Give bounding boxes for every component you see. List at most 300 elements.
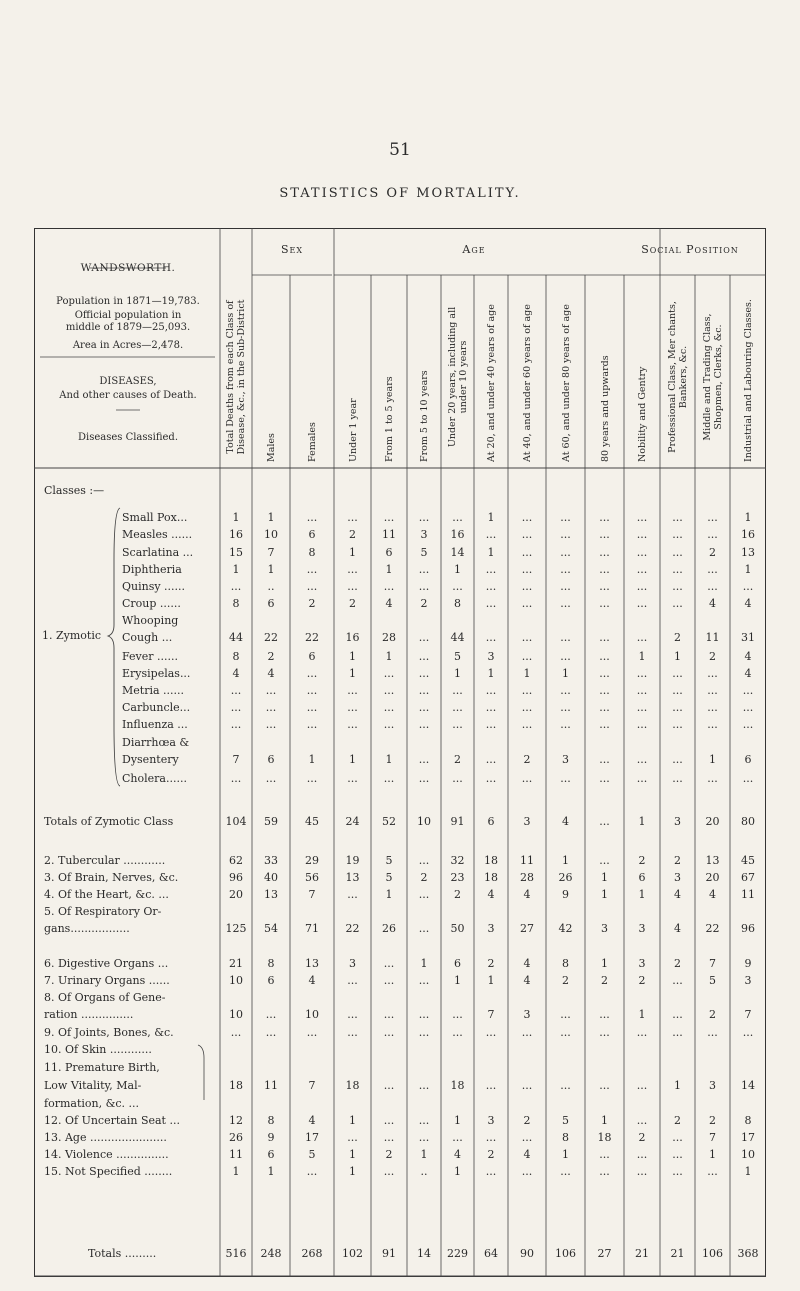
zymotic-row-cell: ... xyxy=(306,580,318,593)
zymotic-row-cell: ... xyxy=(485,597,497,610)
zymotic-row-cell: ... xyxy=(306,511,318,524)
zymotic-row-cell: 1 xyxy=(232,511,240,524)
zymotic-row-cell: ... xyxy=(707,718,718,731)
cause-row-cell: 50 xyxy=(450,922,465,935)
cause-row-cell: ... xyxy=(599,1008,610,1021)
cause-row-cell: 7 xyxy=(487,1008,495,1021)
zymotic-row-cell: 4 xyxy=(709,597,716,610)
cause-row-cell: 18 xyxy=(229,1079,243,1092)
zymotic-total-row-cell: 10 xyxy=(417,815,431,828)
zymotic-row-cell: ... xyxy=(230,684,242,697)
zymotic-row-cell: ... xyxy=(672,684,683,697)
cause-row-cell: 17 xyxy=(305,1131,319,1144)
sex-header: Sex xyxy=(280,243,304,256)
cause-row-cell: 9 xyxy=(744,957,752,970)
zymotic-row-cell: ... xyxy=(742,580,754,593)
zymotic-row-cell: 6 xyxy=(744,753,752,766)
zymotic-row-cell: ... xyxy=(306,772,318,785)
cause-row-label: formation, &c. ... xyxy=(44,1097,140,1110)
zymotic-row-cell: 2 xyxy=(454,753,461,766)
cause-row-cell: ... xyxy=(265,1008,277,1021)
cause-row-cell: ... xyxy=(383,1008,395,1021)
zymotic-row-cell: ... xyxy=(599,753,610,766)
zymotic-row-cell: ... xyxy=(636,597,648,610)
zymotic-row-cell: ... xyxy=(521,684,533,697)
zymotic-row-cell: 1 xyxy=(709,753,716,766)
zymotic-brace xyxy=(108,508,120,786)
zymotic-row-cell: ... xyxy=(599,701,610,714)
cause-row-cell: ... xyxy=(521,1131,533,1144)
zymotic-total-row-cell: 80 xyxy=(741,815,755,828)
zymotic-row-cell: ... xyxy=(383,667,395,680)
cause-row-cell: 2 xyxy=(638,1131,646,1144)
cause-row-cell: ... xyxy=(672,1131,683,1144)
zymotic-row-cell: 10 xyxy=(264,528,278,541)
cause-row-cell: 45 xyxy=(741,854,755,867)
zymotic-row-cell: ... xyxy=(306,684,318,697)
cause-row-cell: 2 xyxy=(709,1008,716,1021)
zymotic-row-label: Diphtheria xyxy=(122,563,182,576)
cause-row-cell: 20 xyxy=(229,888,243,901)
zymotic-row-cell: 4 xyxy=(232,667,240,680)
cause-row-cell: ... xyxy=(265,1026,277,1039)
zymotic-row-cell: 1 xyxy=(562,667,569,680)
cause-row-cell: 3 xyxy=(487,922,495,935)
zymotic-total-row-cell: 1 xyxy=(638,815,646,828)
cause-row-label: gans................. xyxy=(44,922,130,935)
zymotic-row-cell: 5 xyxy=(420,546,428,559)
zymotic-row-cell: ... xyxy=(599,718,610,731)
column-header-y80: 80 years and upwards xyxy=(599,355,610,462)
zymotic-row-cell: ... xyxy=(742,718,754,731)
zymotic-row-cell: ... xyxy=(452,772,463,785)
zymotic-row-cell: ... xyxy=(707,772,718,785)
cause-row-cell: ... xyxy=(383,1079,395,1092)
cause-row-cell: 2 xyxy=(454,888,461,901)
cause-row-cell: ... xyxy=(636,1079,648,1092)
zymotic-row-cell: 1 xyxy=(674,650,681,663)
cause-row-cell: 3 xyxy=(638,957,646,970)
cause-row-cell: ... xyxy=(560,1008,571,1021)
zymotic-row-cell: ... xyxy=(599,563,610,576)
cause-row-cell: 3 xyxy=(523,1008,531,1021)
zymotic-row-cell: ... xyxy=(599,597,610,610)
cause-row-cell: 1 xyxy=(454,1165,461,1178)
zymotic-row-label: Croup ...... xyxy=(122,597,181,610)
grand-total-row-cell: 106 xyxy=(555,1247,576,1260)
zymotic-row-cell: ... xyxy=(636,684,648,697)
zymotic-row-cell: ... xyxy=(485,580,497,593)
zymotic-row-cell: 4 xyxy=(385,597,393,610)
zymotic-row-cell: 1 xyxy=(349,650,356,663)
cause-row-cell: 4 xyxy=(709,888,716,901)
zymotic-row-cell: ... xyxy=(383,701,395,714)
zymotic-row-cell: ... xyxy=(599,580,610,593)
column-header-middle: Middle and Trading Class, Shopmen, Clerks, &c. xyxy=(701,313,724,441)
zymotic-row-cell: ... xyxy=(347,701,358,714)
zymotic-row-cell: ... xyxy=(742,684,754,697)
cause-row-cell: ... xyxy=(599,1165,610,1178)
zymotic-row-cell: ... xyxy=(306,701,318,714)
zymotic-row-cell: ... xyxy=(306,563,318,576)
zymotic-row-cell: ... xyxy=(707,701,718,714)
zymotic-row-cell: .. xyxy=(267,580,275,593)
zymotic-total-row-cell: 24 xyxy=(345,815,360,828)
cause-row-cell: 28 xyxy=(520,871,534,884)
zymotic-row-cell: ... xyxy=(521,511,533,524)
zymotic-row-cell: ... xyxy=(418,684,430,697)
grand-total-row-cell: 516 xyxy=(225,1247,247,1260)
cause-row-cell: 1 xyxy=(709,1148,716,1161)
cause-row-cell: 32 xyxy=(450,854,465,867)
zymotic-row-cell: ... xyxy=(560,684,571,697)
grand-total-row-cell: 106 xyxy=(702,1247,723,1260)
cause-row-cell: 7 xyxy=(308,888,316,901)
zymotic-row-cell: 2 xyxy=(674,631,681,644)
zymotic-row-cell: ... xyxy=(672,772,683,785)
cause-row-cell: 7 xyxy=(308,1079,316,1092)
cause-row-cell: 29 xyxy=(305,854,319,867)
column-header-y1to5: From 1 to 5 years xyxy=(383,376,395,462)
cause-row-cell: 4 xyxy=(674,888,681,901)
zymotic-row-cell: 16 xyxy=(741,528,755,541)
zymotic-total-row-cell: 4 xyxy=(562,815,569,828)
zymotic-row-cell: 28 xyxy=(382,631,396,644)
zymotic-row-label: Fever ...... xyxy=(122,650,178,663)
cause-row-cell: 1 xyxy=(562,854,569,867)
cause-row-label: ration ............... xyxy=(44,1008,134,1021)
zymotic-row-cell: 7 xyxy=(267,546,275,559)
zymotic-row-cell: ... xyxy=(560,718,571,731)
zymotic-total-row-cell: 91 xyxy=(450,815,465,828)
cause-row-cell: ... xyxy=(707,1026,718,1039)
zymotic-row-cell: ... xyxy=(418,511,430,524)
zymotic-class-label: 1. Zymotic xyxy=(42,629,102,642)
cause-row-cell: 4 xyxy=(674,922,681,935)
cause-row-cell: ... xyxy=(485,1026,497,1039)
zymotic-row-cell: ... xyxy=(636,511,648,524)
grand-total-row-cell: 14 xyxy=(417,1247,431,1260)
zymotic-row-cell: ... xyxy=(347,511,358,524)
cause-row-cell: 3 xyxy=(487,1114,495,1127)
zymotic-row-label: Dysentery xyxy=(122,753,179,766)
zymotic-row-cell: ... xyxy=(485,563,497,576)
cause-row-cell: 2 xyxy=(562,974,569,987)
cause-row-label: 7. Urinary Organs ...... xyxy=(44,974,170,987)
zymotic-row-cell: 13 xyxy=(741,546,755,559)
zymotic-row-cell: ... xyxy=(485,772,497,785)
column-header-males: Males xyxy=(265,433,277,462)
cause-row-cell: 4 xyxy=(454,1148,461,1161)
cause-row-cell: ... xyxy=(560,1026,571,1039)
cause-row-cell: 5 xyxy=(385,854,393,867)
cause-row-label: 10. Of Skin ............ xyxy=(44,1043,152,1056)
zymotic-row-cell: ... xyxy=(521,650,533,663)
cause-row-cell: 42 xyxy=(558,922,573,935)
zymotic-row-cell: ... xyxy=(521,701,533,714)
zymotic-total-row-cell: 59 xyxy=(264,815,278,828)
cause-row-label: Low Vitality, Mal- xyxy=(44,1079,142,1092)
zymotic-total-row-cell: 20 xyxy=(705,815,720,828)
zymotic-row-cell: ... xyxy=(485,631,497,644)
cause-row-cell: 71 xyxy=(305,922,319,935)
cause-row-cell: 62 xyxy=(229,854,243,867)
zymotic-row-cell: ... xyxy=(521,563,533,576)
cause-row-cell: ... xyxy=(418,1131,430,1144)
zymotic-row-cell: 22 xyxy=(264,631,278,644)
zymotic-total-row-cell: 104 xyxy=(225,815,247,828)
zymotic-row-cell: ... xyxy=(383,718,395,731)
zymotic-row-cell: ... xyxy=(347,718,358,731)
zymotic-row-cell: 2 xyxy=(267,650,275,663)
cause-row-cell: 11 xyxy=(741,888,755,901)
zymotic-row-cell: ... xyxy=(418,563,430,576)
cause-row-cell: 11 xyxy=(520,854,534,867)
cause-row-cell: 2 xyxy=(674,854,681,867)
cause-row-cell: ... xyxy=(485,1131,497,1144)
zymotic-row-cell: 2 xyxy=(308,597,316,610)
zymotic-row-label: Erysipelas... xyxy=(122,667,191,680)
cause-row-cell: 12 xyxy=(229,1114,243,1127)
zymotic-row-cell: ... xyxy=(265,684,277,697)
zymotic-total-row-cell: 45 xyxy=(305,815,319,828)
zymotic-row-cell: ... xyxy=(418,650,430,663)
cause-row-cell: ... xyxy=(672,1148,683,1161)
zymotic-total-row-cell: 6 xyxy=(487,815,495,828)
zymotic-row-cell: ... xyxy=(452,511,463,524)
cause-row-cell: ... xyxy=(636,1165,648,1178)
zymotic-row-cell: 6 xyxy=(267,597,275,610)
cause-row-cell: 13 xyxy=(705,854,720,867)
zymotic-row-cell: 3 xyxy=(487,650,495,663)
zymotic-row-cell: 14 xyxy=(450,546,465,559)
zymotic-total-row-cell: 3 xyxy=(523,815,531,828)
cause-row-cell: 2 xyxy=(674,1114,681,1127)
cause-row-cell: ... xyxy=(418,888,430,901)
cause-row-cell: 40 xyxy=(264,871,278,884)
cause-row-cell: ... xyxy=(418,1079,430,1092)
cause-row-cell: 96 xyxy=(741,922,755,935)
column-header-total: Total Deaths from each Class of Disease, &c., in the Sub-District xyxy=(225,299,247,455)
cause-row-cell: 4 xyxy=(308,974,316,987)
cause-row-cell: 17 xyxy=(741,1131,755,1144)
zymotic-row-cell: 1 xyxy=(385,753,393,766)
cause-row-cell: 1 xyxy=(349,1165,356,1178)
zymotic-row-cell: 11 xyxy=(382,528,396,541)
zymotic-total-row-cell: 3 xyxy=(674,815,681,828)
zymotic-row-cell: ... xyxy=(230,701,242,714)
zymotic-row-label: Influenza ... xyxy=(122,718,188,731)
zymotic-row-label: Cholera...... xyxy=(122,772,187,785)
zymotic-row-cell: 1 xyxy=(744,563,752,576)
cause-row-cell: 20 xyxy=(705,871,720,884)
cause-row-cell: 2 xyxy=(638,974,646,987)
zymotic-row-cell: ... xyxy=(230,772,242,785)
cause-row-cell: ... xyxy=(521,1079,533,1092)
cause-row-cell: ... xyxy=(636,1148,648,1161)
cause-row-cell: 13 xyxy=(264,888,278,901)
zymotic-row-cell: ... xyxy=(672,753,683,766)
zymotic-row-cell: ... xyxy=(636,528,648,541)
cause-row-cell: ... xyxy=(599,1079,610,1092)
cause-row-cell: ... xyxy=(521,1026,533,1039)
column-header-nobility: Nobility and Gentry xyxy=(636,366,648,462)
social-position-header: Social Position xyxy=(641,243,739,256)
zymotic-row-cell: ... xyxy=(452,684,463,697)
zymotic-row-cell: ... xyxy=(636,546,648,559)
zymotic-row-cell: ... xyxy=(672,667,683,680)
cause-row-cell: ... xyxy=(347,1131,358,1144)
cause-row-cell: 18 xyxy=(345,1079,360,1092)
zymotic-row-cell: 4 xyxy=(744,650,752,663)
zymotic-row-cell: ... xyxy=(418,580,430,593)
zymotic-row-cell: 1 xyxy=(308,753,316,766)
zymotic-row-cell: 22 xyxy=(305,631,319,644)
cause-row-cell: 4 xyxy=(487,888,495,901)
cause-row-cell: 1 xyxy=(601,888,608,901)
zymotic-row-cell: 7 xyxy=(232,753,240,766)
zymotic-row-cell: ... xyxy=(560,528,571,541)
cause-row-cell: ... xyxy=(672,1026,683,1039)
zymotic-row-cell: ... xyxy=(636,701,648,714)
cause-row-cell: 11 xyxy=(264,1079,278,1092)
cause-row-cell: 21 xyxy=(229,957,243,970)
cause-row-cell: ... xyxy=(452,1026,463,1039)
cause-row-cell: 9 xyxy=(267,1131,275,1144)
zymotic-row-cell: 3 xyxy=(562,753,569,766)
zymotic-row-cell: ... xyxy=(347,772,358,785)
zymotic-row-cell: ... xyxy=(599,631,610,644)
grand-total-row-label: Totals ......... xyxy=(88,1247,157,1260)
cause-row-cell: 26 xyxy=(558,871,573,884)
cause-row-cell: 11 xyxy=(229,1148,243,1161)
zymotic-row-cell: ... xyxy=(452,718,463,731)
zymotic-row-cell: ... xyxy=(636,753,648,766)
cause-row-cell: 1 xyxy=(601,1114,608,1127)
cause-row-cell: ... xyxy=(599,854,610,867)
zymotic-row-cell: ... xyxy=(599,684,610,697)
zymotic-row-cell: 5 xyxy=(454,650,461,663)
zymotic-row-cell: ... xyxy=(383,580,395,593)
cause-row-cell: ... xyxy=(383,974,395,987)
page-title: STATISTICS OF MORTALITY. xyxy=(279,186,521,201)
zymotic-row-cell: 44 xyxy=(450,631,465,644)
zymotic-row-cell: ... xyxy=(599,667,610,680)
cause-row-cell: 1 xyxy=(420,957,428,970)
cause-row-cell: ... xyxy=(672,1008,683,1021)
zymotic-row-cell: ... xyxy=(347,684,358,697)
cause-row-cell: ... xyxy=(707,1165,718,1178)
cause-row-cell: 4 xyxy=(308,1114,316,1127)
cause-row-label: 6. Digestive Organs ... xyxy=(44,957,169,970)
cause-row-cell: 8 xyxy=(562,957,569,970)
grand-total-row-cell: 21 xyxy=(635,1247,649,1260)
cause-row-label: 3. Of Brain, Nerves, &c. xyxy=(44,871,179,884)
zymotic-row-label: Small Pox... xyxy=(122,511,188,524)
cause-row-cell: 3 xyxy=(744,974,752,987)
cause-row-cell: 1 xyxy=(349,1148,356,1161)
zymotic-row-cell: ... xyxy=(521,597,533,610)
grand-total-row-cell: 229 xyxy=(447,1247,468,1260)
cause-row-cell: ... xyxy=(672,974,683,987)
cause-row-cell: 5 xyxy=(709,974,716,987)
cause-row-cell: 3 xyxy=(709,1079,716,1092)
zymotic-row-cell: ... xyxy=(599,772,610,785)
zymotic-row-cell: 1 xyxy=(744,511,752,524)
zymotic-row-cell: 4 xyxy=(267,667,275,680)
zymotic-row-cell: 6 xyxy=(308,650,316,663)
cause-row-cell: 10 xyxy=(305,1008,319,1021)
cause-row-cell: ... xyxy=(418,1008,430,1021)
cause-row-cell: 8 xyxy=(744,1114,752,1127)
column-header-y60to80: At 60, and under 80 years of age xyxy=(560,304,571,462)
cause-row-cell: 3 xyxy=(638,922,646,935)
zymotic-row-label: Carbuncle... xyxy=(122,701,191,714)
zymotic-row-cell: ... xyxy=(418,772,430,785)
zymotic-row-cell: 2 xyxy=(709,650,716,663)
zymotic-row-cell: ... xyxy=(347,580,358,593)
zymotic-row-cell: ... xyxy=(599,546,610,559)
zymotic-row-label: Measles ...... xyxy=(122,528,193,541)
zymotic-row-cell: 8 xyxy=(454,597,461,610)
cause-row-cell: 2 xyxy=(638,854,646,867)
grand-total-row-cell: 102 xyxy=(342,1247,363,1260)
zymotic-row-cell: ... xyxy=(560,701,571,714)
cause-row-cell: ... xyxy=(560,1165,571,1178)
grand-total-row-cell: 268 xyxy=(301,1247,323,1260)
cause-row-cell: 1 xyxy=(638,1008,646,1021)
cause-row-cell: ... xyxy=(383,1026,395,1039)
zymotic-row-cell: ... xyxy=(672,563,683,576)
cause-row-label: 12. Of Uncertain Seat ... xyxy=(44,1114,180,1127)
zymotic-row-cell: 3 xyxy=(420,528,428,541)
zymotic-row-cell: ... xyxy=(707,580,718,593)
population-1871: Population in 1871—19,783. xyxy=(56,296,200,307)
zymotic-row-cell: 1 xyxy=(487,546,495,559)
diseases-classified-heading: Diseases Classified. xyxy=(77,432,179,443)
zymotic-row-cell: ... xyxy=(742,772,754,785)
area-acres: Area in Acres—2,478. xyxy=(72,340,184,351)
zymotic-row-label: Diarrhœa & xyxy=(122,736,190,749)
cause-row-cell: 18 xyxy=(484,854,498,867)
cause-row-cell: 18 xyxy=(597,1131,612,1144)
cause-row-cell: 6 xyxy=(267,1148,275,1161)
zymotic-row-cell: ... xyxy=(265,718,277,731)
cause-row-cell: ... xyxy=(742,1026,754,1039)
zymotic-row-cell: ... xyxy=(418,701,430,714)
classes-label: Classes :— xyxy=(44,484,105,497)
cause-row-cell: 10 xyxy=(741,1148,755,1161)
cause-row-cell: 1 xyxy=(674,1079,681,1092)
cause-row-cell: ... xyxy=(347,1008,358,1021)
zymotic-row-cell: ... xyxy=(485,718,497,731)
cause-row-cell: 1 xyxy=(487,974,495,987)
zymotic-row-cell: ... xyxy=(672,718,683,731)
zymotic-row-cell: ... xyxy=(418,631,430,644)
zymotic-row-cell: ... xyxy=(672,546,683,559)
zymotic-row-cell: 8 xyxy=(232,597,240,610)
zymotic-row-cell: 44 xyxy=(229,631,243,644)
cause-row-cell: ... xyxy=(306,1165,318,1178)
zymotic-row-label: Metria ...... xyxy=(122,684,185,697)
zymotic-row-cell: 2 xyxy=(523,753,531,766)
page-number: 51 xyxy=(389,140,411,160)
cause-row-cell: 2 xyxy=(523,1114,531,1127)
grand-total-row-cell: 368 xyxy=(737,1247,759,1260)
age-header: Age xyxy=(462,243,486,256)
cause-row-cell: 4 xyxy=(523,974,531,987)
cause-row-cell: ... xyxy=(418,922,430,935)
